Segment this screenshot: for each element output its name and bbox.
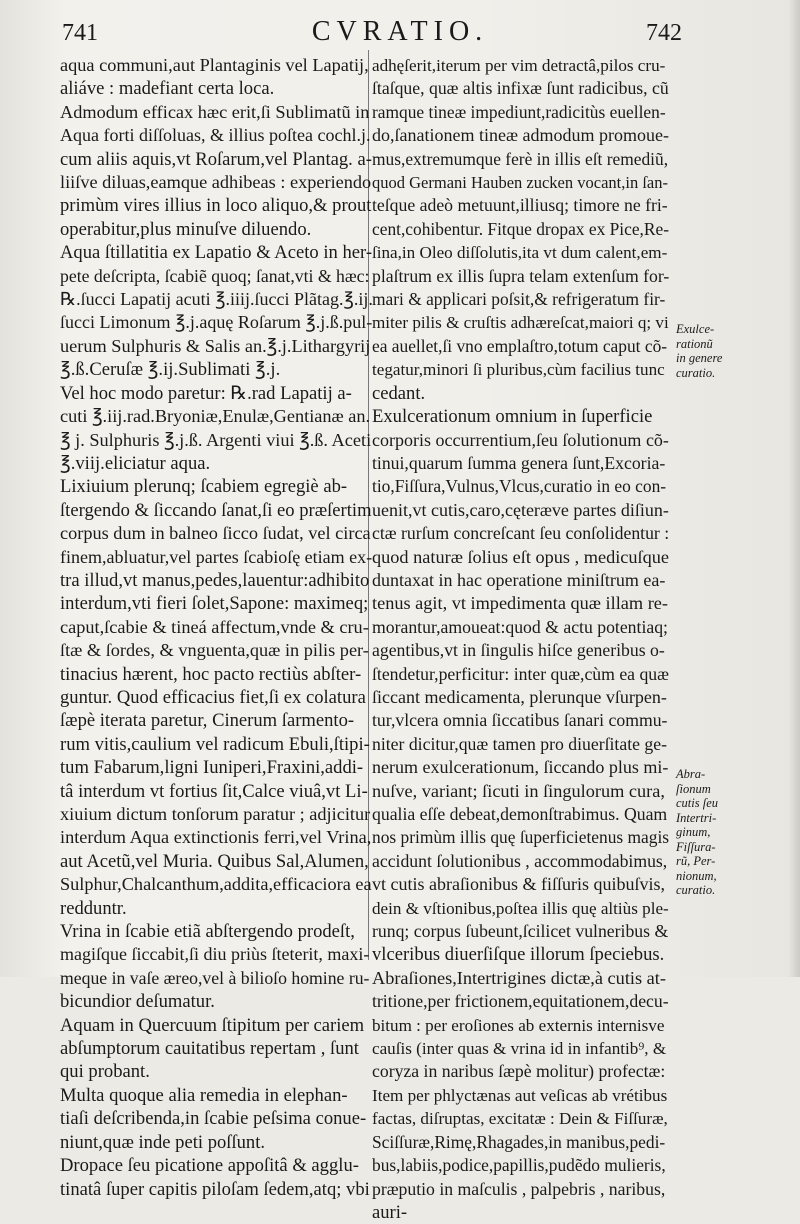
text-line: Dropace ſeu picatione appoſitâ & agglu- <box>60 1155 359 1177</box>
text-line: coryza in naribus ſæpè molitur) profectæ: <box>372 1061 666 1082</box>
text-line: tinui,quarum ſumma genera ſunt,Excoria- <box>372 452 666 473</box>
text-line: interdum Aqua extinctionis ferri,vel Vrina, <box>60 827 372 848</box>
text-line: ſina,in Oleo diſſolutis,ita vt dum calent,em- <box>372 243 668 263</box>
text-line: niunt,quæ inde peti poſſunt. <box>60 1131 266 1153</box>
text-line: Multa quoque alia remedia in elephan- <box>60 1084 348 1106</box>
text-line: ℥.viij.eliciatur aqua. <box>60 452 211 474</box>
text-line: Sciſſuræ,Rimę,Rhagades,in manibus,pedi- <box>372 1131 666 1152</box>
text-line: pete deſcripta, ſcabiẽ quoq; ſanat,vti & hæc: <box>60 265 370 286</box>
text-line: auri- <box>372 1201 408 1223</box>
text-line: adhęſerit,iterum per vim detractâ,pilos cru- <box>372 56 666 75</box>
text-line: cent,cohibentur. Fitque dropax ex Pice,Re- <box>372 218 670 239</box>
margin-note-line: rũ, Per- <box>676 854 716 868</box>
text-line: ramque tineæ impediunt,radicitùs euellen- <box>372 101 666 122</box>
margin-note-line: ginum, <box>676 825 711 839</box>
text-line: ℥ j. Sulphuris ℥.j.ß. Argenti viui ℥.ß. Aceti <box>60 429 372 450</box>
text-line: bus,labiis,podice,papillis,pudẽdo mulieris, <box>372 1155 666 1176</box>
text-line: operabitur,plus minuſve diluendo. <box>60 218 312 240</box>
text-line: tra illud,vt manus,pedes,lauentur:adhibito <box>60 569 370 591</box>
text-line: ℞.ſucci Lapatij acuti ℥.iiij.ſucci Plãtag.℥.ij. <box>60 289 373 310</box>
text-line: tum Fabarum,ligni Iuniperi,Fraxini,addi- <box>60 757 364 779</box>
margin-note-line: Exulce- <box>676 322 715 336</box>
text-line: rum vitis,caulium vel radicum Ebuli,ſtipi- <box>60 733 370 755</box>
text-line: abſumptorum cauitatibus repertam , ſunt <box>60 1038 359 1060</box>
text-line: Vel hoc modo paretur: ℞.rad Lapatij a- <box>60 382 352 404</box>
page-header <box>0 14 800 50</box>
margin-note-line: ſionum <box>676 781 711 796</box>
text-line: redduntr. <box>60 897 127 919</box>
text-line: Item per phlyctænas aut veſicas ab vrétibus <box>372 1085 668 1105</box>
margin-note-abrasionum <box>676 767 760 898</box>
text-line: Exulcerationum omnium in ſuperficie <box>372 406 653 428</box>
text-line: tinatâ ſuper capitis piloſam ſedem,atq; vbi <box>60 1178 370 1200</box>
margin-note-line: curatio. <box>676 365 716 380</box>
text-line: aliáve : madefiant certa loca. <box>60 78 275 100</box>
text-line: nos primùm illis quę ſuperficietenus magis <box>372 827 670 848</box>
text-line: quod naturæ ſolius eſt opus , medicuſque <box>372 546 670 567</box>
text-line: tâ interdum vt fortius ſit,Calce viuâ,vt Li- <box>60 780 368 802</box>
text-line: xiuium dictum tonſorum paratur ; adjicitur <box>60 804 371 824</box>
text-line: quod Germani Hauben zucken vocant,in ſan- <box>372 173 668 193</box>
text-line: magiſque ſiccabit,ſi diu priùs ſteterit, maxi- <box>60 944 370 965</box>
text-line: cum aliis aquis,vt Roſarum,vel Plantag. a- <box>60 148 372 170</box>
text-line: ſtendetur,perficitur: inter quæ,cùm ea quæ <box>372 663 669 684</box>
text-line: ſtæ & ſordes, & vnguenta,quæ in pilis per- <box>60 640 369 661</box>
text-line: nerum exulcerationum, ſiccando plus mi- <box>372 757 669 778</box>
text-line: guntur. Quod efficacius fiet,ſi ex colatura <box>60 686 366 708</box>
text-line: ctæ rurſum concreſcant ſeu conſolidentur : <box>372 523 670 544</box>
text-line: liiſve diluas,eamque adhibeas : experiendo <box>60 172 372 193</box>
text-line: aqua communi,aut Plantaginis vel Lapatij, <box>60 55 369 75</box>
text-line: Abraſiones,Intertrigines dictæ,à cutis at- <box>372 967 666 988</box>
margin-note-line: curatio. <box>676 883 716 897</box>
text-line: cauſis (inter quas & vrina id in infantib⁹, & <box>372 1039 667 1059</box>
text-line: bitum : per eroſiones ab externis internisve <box>372 1015 665 1035</box>
running-title: CVRATIO. <box>311 16 489 47</box>
text-line: interdum,vti fieri ſolet,Sapone: maximeq; <box>60 593 369 615</box>
text-line: uenit,vt cutis,caro,cęteræve partes diſiun- <box>372 499 669 520</box>
text-line: Aqua forti diſſoluas, & illius poſtea cochl.j. <box>60 125 371 146</box>
text-line: ſtergendo & ſiccando ſanat,ſi eo præſertim <box>60 499 372 521</box>
margin-note-line: rationũ <box>676 336 713 351</box>
text-line: corporis occurrentium,ſeu ſolutionum cõ- <box>372 429 669 450</box>
text-line: Lixiuium plerunq; ſcabiem egregiè ab- <box>60 476 348 498</box>
text-line: agentibus,vt in ſingulis hiſce generibus o- <box>372 640 665 661</box>
text-line: bicundior deſumatur. <box>60 991 215 1013</box>
text-line: morantur,amoueat:quod & actu potentiaq; <box>372 616 668 637</box>
text-line: finem,abluatur,vel partes ſcabioſę etiam ex- <box>60 546 373 567</box>
margin-note-line: in genere <box>676 351 723 365</box>
text-line: vt cutis abraſionibus & fiſſuris quibuſvis, <box>372 874 665 895</box>
text-line: tiaſi deſcribenda,in ſcabie peſsima conue- <box>60 1108 367 1130</box>
text-line: accidunt ſolutionibus , accommodabimus, <box>372 850 668 871</box>
text-line: ea auellet,ſi vno emplaſtro,totum caput cõ- <box>372 335 668 356</box>
text-line: Aqua ſtillatitia ex Lapatio & Aceto in her- <box>60 242 373 264</box>
margin-note-line: nionum, <box>676 868 717 883</box>
text-line: qui probant. <box>60 1061 150 1083</box>
left-text-column <box>60 54 372 1201</box>
text-line: mari & applicari poſsit,& refrigeratum fir- <box>372 289 666 310</box>
text-line: plaſtrum ex illis ſupra telam extenſum for- <box>372 265 670 286</box>
text-line: uerum Sulphuris & Salis an.℥.j.Lithargyrij <box>60 335 371 356</box>
text-line: primùm vires illius in loco aliquo,& prout <box>60 195 372 217</box>
text-line: tinacius hærent, hoc pacto rectiùs abſter- <box>60 663 362 685</box>
margin-note-line: Intertri- <box>676 810 717 825</box>
text-line: ſiccant medicamenta, plerunque vſurpen- <box>372 686 667 707</box>
text-line: tenus agit, vt impedimenta quæ illam re- <box>372 593 668 614</box>
text-line: Vrina in ſcabie etiã abſtergendo prodeſt, <box>60 921 355 943</box>
text-line: Aquam in Quercuum ſtipitum per cariem <box>60 1014 365 1036</box>
text-line: tio,Fiſſura,Vulnus,Vlcus,curatio in eo con- <box>372 476 667 497</box>
text-line: mus,extremumque ferè in illis eſt remediũ, <box>372 148 669 169</box>
text-line: cuti ℥.iij.rad.Bryoniæ,Enulæ,Gentianæ an. <box>60 406 371 427</box>
margin-note-line: cutis ſeu <box>676 796 719 810</box>
text-line: præputio in maſculis , palpebris , naribus, <box>372 1178 666 1199</box>
right-text-column <box>372 54 668 1224</box>
text-line: meque in vaſe æreo,vel à bilioſo homine ru- <box>60 967 370 988</box>
margin-note-line: Abra- <box>676 767 706 781</box>
text-line: qualia eſſe debeat,demonſtrabimus. Quam <box>372 804 668 824</box>
text-line: cedant. <box>372 382 426 404</box>
text-line: tritione,per frictionem,equitationem,decu- <box>372 991 669 1012</box>
text-line: aut Acetũ,vel Muria. Quibus Sal,Alumen, <box>60 850 369 872</box>
text-line: ℥.ß.Ceruſæ ℥.ij.Sublimati ℥.j. <box>60 359 281 381</box>
text-line: tegatur,minori ſi pluribus,cùm facilius tunc <box>372 360 665 380</box>
text-line: corpus dum in balneo ſicco ſudat, vel circa <box>60 523 371 544</box>
margin-note-exulcerationum <box>676 322 760 380</box>
text-line: Admodum efficax hæc erit,ſi Sublimatũ in <box>60 101 370 122</box>
right-page-number: 742 <box>646 20 682 46</box>
text-line: vlceribus diuerſiſque illorum ſpeciebus. <box>372 944 665 966</box>
text-line: teſque adeò metuunt,illiusq; timore ne fri- <box>372 195 668 216</box>
page-edge-shadow <box>788 0 800 977</box>
text-line: ſucci Limonum ℥.j.aquę Roſarum ℥.j.ß.pul- <box>60 312 373 333</box>
text-line: duntaxat in hac operatione miniſtrum ea- <box>372 569 666 590</box>
text-line: ſtaſque, quæ altis infixæ ſunt radicibus, cũ <box>372 78 669 99</box>
text-line: factas, diſruptas, excitatæ : Dein & Fiſſuræ, <box>372 1109 668 1129</box>
text-line: dein & vſtionibus,poſtea illis quę altiùs ple- <box>372 898 669 918</box>
margin-note-line: Fiſſura- <box>676 839 716 854</box>
text-line: caput,ſcabie & tineá affectum,vnde & cru- <box>60 616 369 637</box>
text-line: Sulphur,Chalcanthum,addita,efficaciora ea <box>60 874 372 895</box>
text-line: miter pilis & cruſtis adhæreſcat,maiori q; vi <box>372 313 669 333</box>
left-page-number: 741 <box>62 20 98 46</box>
text-line: nuſve, variant; ſicuti in ſingulorum cura, <box>372 780 665 801</box>
text-line: niter dicitur,quæ tamen pro diuerſitate ge- <box>372 733 667 754</box>
text-line: tur,vlcera omnia ſiccatibus ſanari commu- <box>372 710 668 731</box>
text-line: runq; corpus ſubeunt,ſcilicet vulneribus & <box>372 921 669 942</box>
text-line: ſæpè iterata paretur, Cinerum ſarmento- <box>60 710 355 732</box>
text-line: do,ſanationem tineæ admodum promoue- <box>372 125 669 146</box>
